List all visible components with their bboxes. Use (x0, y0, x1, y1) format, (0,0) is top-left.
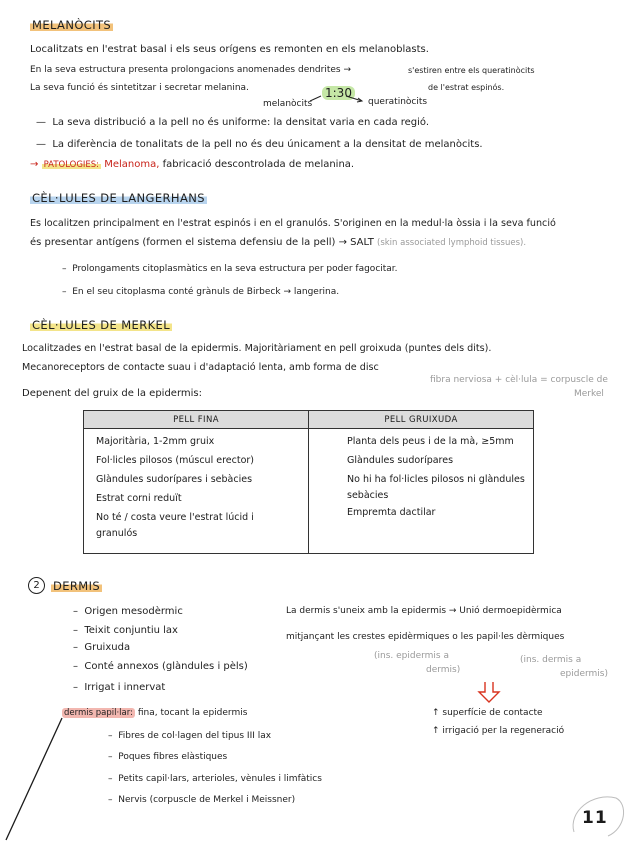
merkel-line-1: Localitzades en l'estrat basal de la epidermis. Majoritàriament en pell groixuda (puntes dels dits). (22, 343, 492, 354)
merkel-line-2: Mecanoreceptors de contacte suau i d'adaptació lenta, amb forma de disc (22, 362, 379, 373)
dermis-item: – Teixit conjuntiu lax (73, 625, 178, 636)
melanocits-title: MELANÒCITS (32, 18, 112, 32)
patologies-line: → PATOLOGIES: Melanoma, fabricació descontrolada de melanina. (30, 159, 355, 170)
melanocits-line-3: La seva funció és sintetitzar i secretar melanina. (30, 83, 249, 93)
ratio-arrows (300, 88, 370, 106)
page-number: 11 (582, 808, 608, 828)
dermis-title: DERMIS (53, 579, 101, 593)
melanocits-bullet-1: — La seva distribució a la pell no és uniforme: la densitat varia en cada regió. (36, 117, 430, 128)
merkel-line-3: Depenent del gruix de la epidermis: (22, 388, 202, 399)
table-col-pell-fina (84, 429, 309, 554)
dermis-item: – Irrigat i innervat (73, 682, 166, 693)
dermis-item: – Conté annexos (glàndules i pèls) (73, 661, 248, 672)
table-header-pell-fina: PELL FINA (84, 411, 309, 429)
table-cell: Glàndules sudorípares (347, 455, 454, 466)
melanocits-line-1: Localitzats en l'estrat basal i els seus orígens es remonten en els melanoblasts. (30, 44, 429, 55)
table-cell: Empremta dactilar (347, 507, 436, 518)
crestes-note-1: (ins. epidermis a (374, 651, 450, 661)
table-cell: granulós (96, 528, 138, 539)
langerhans-line-1: Es localitzen principalment en l'estrat espinós i en el granulós. S'originen en la medul·la òssia i la seva funció (30, 218, 556, 229)
dermis-papilar-line: dermis papil·lar: fina, tocant la epidermis (64, 708, 248, 718)
ratio-value: 1:30 (322, 86, 355, 100)
papilar-item: – Poques fibres elàstiques (108, 752, 228, 762)
merkel-corpuscle-note-2: Merkel (574, 389, 604, 399)
melanocits-line-2b: s'estiren entre els queratinòcits (408, 66, 535, 75)
dermis-item: – Gruixuda (73, 642, 131, 653)
section-number-circle: 2 (28, 577, 45, 594)
papilar-item: – Petits capil·lars, arterioles, vènules i limfàtics (108, 774, 322, 784)
langerhans-bullet-1: – Prolongaments citoplasmàtics en la seva estructura per poder fagocitar. (62, 264, 398, 274)
melanocits-line-3b: de l'estrat espinós. (428, 83, 505, 92)
papilar-item: – Nervis (corpuscle de Merkel i Meissner) (108, 795, 296, 805)
langerhans-title: CÈL·LULES DE LANGERHANS (32, 191, 205, 205)
table-header-pell-gruixuda: PELL GRUIXUDA (309, 411, 534, 429)
dermis-union-line-2: mitjançant les crestes epidèrmiques o les papil·les dèrmiques (286, 632, 565, 642)
papil-les-note-1: (ins. dermis a (520, 655, 582, 665)
merkel-title: CÈL·LULES DE MERKEL (32, 318, 171, 332)
melanocits-line-2: En la seva estructura presenta prolongacions anomenades dendrites → (30, 65, 352, 75)
table-cell: Glàndules sudorípares i sebàcies (96, 474, 253, 485)
table-cell: sebàcies (347, 490, 389, 501)
crestes-note-2: dermis) (426, 665, 461, 675)
langerhans-bullet-2: – En el seu citoplasma conté grànuls de Birbeck → langerina. (62, 287, 340, 297)
double-down-arrow-icon (474, 680, 504, 704)
contact-surface-note: ↑ superfície de contacte (432, 708, 543, 718)
table-col-pell-gruixuda (309, 429, 534, 554)
table-cell: Estrat corni reduït (96, 493, 182, 504)
pell-comparison-table (83, 410, 534, 554)
table-cell: No hi ha fol·licles pilosos ni glàndules (347, 474, 525, 485)
papil-les-note-2: epidermis) (560, 669, 609, 679)
table-cell: Fol·licles pilosos (múscul erector) (96, 455, 254, 466)
irrigation-note: ↑ irrigació per la regeneració (432, 726, 565, 736)
dermis-union-line-1: La dermis s'uneix amb la epidermis → Unió dermoepidèrmica (286, 606, 562, 616)
papilar-item: – Fibres de col·lagen del tipus III lax (108, 731, 272, 741)
ratio-left-label: melanòcits (263, 99, 313, 109)
table-cell: Planta dels peus i de la mà, ≥5mm (347, 436, 514, 447)
melanocits-bullet-2: — La diferència de tonalitats de la pell no és deu únicament a la densitat de melanòcits. (36, 139, 483, 150)
merkel-corpuscle-note-1: fibra nerviosa + cèl·lula = corpuscle de (430, 375, 608, 385)
langerhans-line-2: és presentar antígens (formen el sistema defensiu de la pell) → SALT (skin associated lymphoid tissues). (30, 237, 527, 248)
dermis-item: – Origen mesodèrmic (73, 606, 183, 617)
table-cell: Majoritària, 1-2mm gruix (96, 436, 215, 447)
table-cell: No té / costa veure l'estrat lúcid i (96, 512, 254, 523)
ratio-right-label: queratinòcits (368, 97, 428, 107)
diagonal-stroke (0, 712, 70, 844)
